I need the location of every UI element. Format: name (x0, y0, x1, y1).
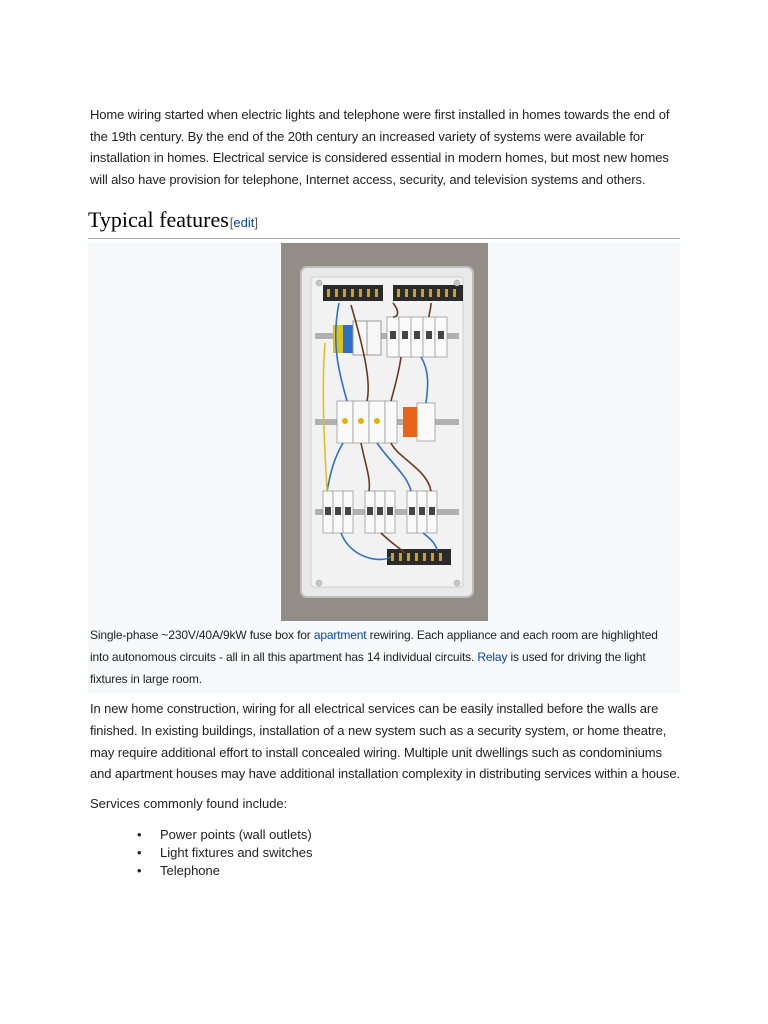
relay-link[interactable]: Relay (477, 650, 508, 665)
body-paragraph: In new home construction, wiring for all electrical services can be easily installed before the walls are finished. In existing buildings, installation of a new system such as a security system, or home theatre, may require additional effort to install concealed wiring. Multiple unit dwellings such as condominiums and apartment houses may have additional installation complexity in distributing services within a house. (90, 701, 680, 782)
list-item: • Light fixtures and switches (137, 845, 313, 861)
list-item: • Telephone (137, 863, 220, 879)
bullet-icon: • (137, 845, 142, 861)
bullet-icon: • (137, 827, 142, 843)
figure-caption: Single-phase ~230V/40A/9kW fuse box for apartment rewiring. Each appliance and each room are highlighted into autonomous circuits - all in all this apartment has 14 individual circuits. Relay is used for driving the light fixtures in large room. (90, 628, 658, 687)
fuse-box-photo[interactable] (281, 243, 488, 621)
services-list (90, 826, 680, 880)
edit-link[interactable]: edit (233, 215, 255, 231)
edit-section: [edit] (229, 215, 258, 231)
services-intro: Services commonly found include: (90, 795, 288, 811)
intro-paragraph: Home wiring started when electric lights and telephone were first installed in homes towards the end of the 19th century. By the end of the 20th century an increased variety of systems were available for installation in homes. Electrical service is considered essential in modern homes, but most new homes will also have provision for telephone, Internet access, security, and television systems and others. (90, 107, 670, 187)
article-content (90, 104, 680, 880)
apartment-link[interactable]: apartment (313, 628, 367, 643)
section-title: Typical features (88, 207, 229, 233)
list-item: • Power points (wall outlets) (137, 827, 312, 843)
section-heading (88, 206, 680, 239)
bullet-icon: • (137, 863, 142, 879)
figure (88, 242, 680, 694)
